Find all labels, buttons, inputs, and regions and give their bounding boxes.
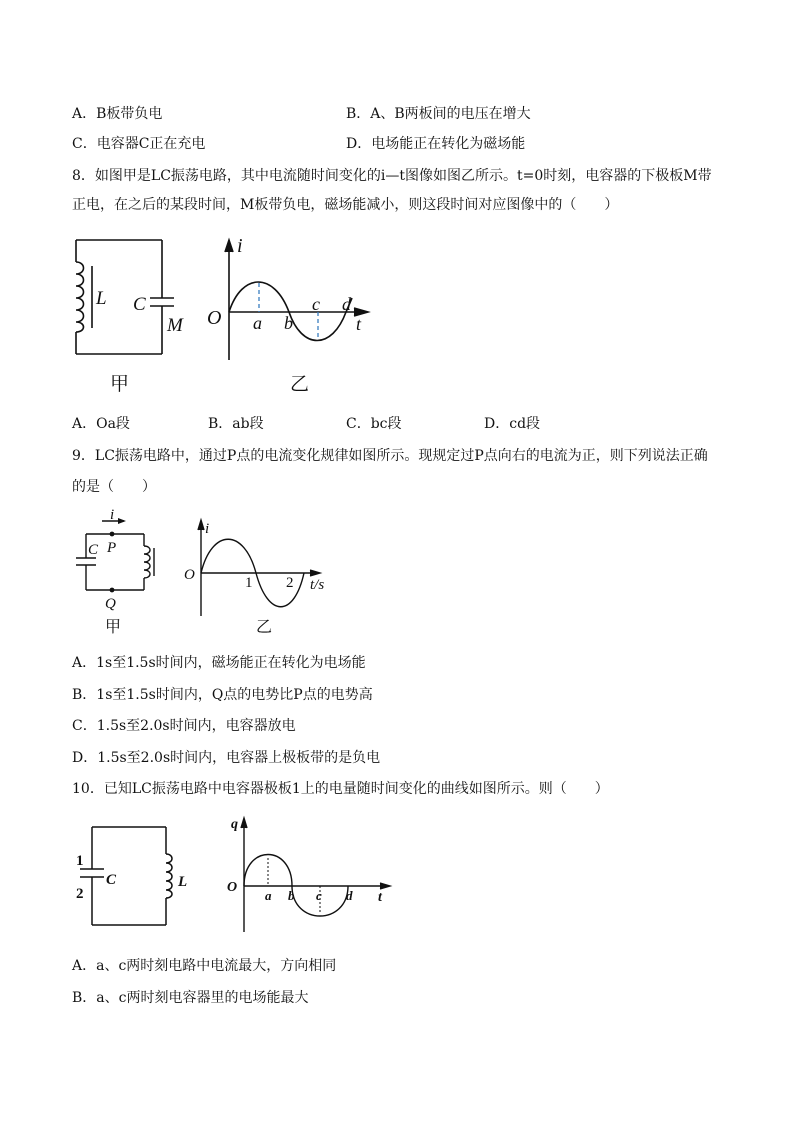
q8-option-b: B．ab段 (208, 416, 264, 432)
q8-stem-line2: 正电，在之后的某段时间，M板带负电，磁场能减小，则这段时间对应图像中的（ ） (72, 197, 619, 213)
q10-stem: 10．已知LC振荡电路中电容器极板1上的电量随时间变化的曲线如图所示。则（ ） (72, 781, 609, 797)
q10-option-a: A．a、c两时刻电路中电流最大，方向相同 (72, 958, 337, 974)
q9-option-b: B．1s至1.5s时间内，Q点的电势比P点的电势高 (72, 687, 373, 703)
q7-option-d: D．电场能正在转化为磁场能 (346, 136, 526, 152)
q9-graph-xaxis: t/s (310, 577, 325, 593)
q8-label-C: C (133, 294, 146, 315)
q8-stem-line1: 8．如图甲是LC振荡电路，其中电流随时间变化的i—t图像如图乙所示。t=0时刻，电容器的下极板M带 (72, 168, 712, 184)
q9-label-P: P (107, 540, 117, 556)
q9-option-c: C．1.5s至2.0s时间内，电容器放电 (72, 718, 296, 734)
q9-label-i: i (110, 507, 115, 523)
q8-label-L: L (96, 288, 107, 309)
q10-graph-a: a (265, 888, 272, 903)
q8-graph-d: d (342, 294, 351, 314)
q8-graph-xaxis: t (356, 314, 362, 334)
q10-graph-xaxis: t (378, 890, 382, 905)
q8-circuit-figure (70, 232, 190, 402)
q10-graph-b: b (288, 888, 295, 903)
q9-graph-tick2: 2 (286, 575, 294, 591)
q9-option-d: D．1.5s至2.0s时间内，电容器上极板带的是负电 (72, 750, 381, 766)
q10-option-b: B．a、c两时刻电容器里的电场能最大 (72, 990, 309, 1006)
q8-graph-yaxis: i (237, 235, 243, 257)
q8-graph-a: a (253, 313, 262, 333)
q9-option-a: A．1s至1.5s时间内，磁场能正在转化为电场能 (72, 655, 366, 671)
q10-plate-1: 1 (76, 853, 84, 869)
q9-circuit-figure (72, 508, 172, 640)
q8-option-a: A．Oa段 (72, 416, 130, 432)
q10-graph-c: c (316, 888, 322, 903)
q10-qt-graph (222, 814, 402, 938)
q10-graph-yaxis: q (231, 817, 238, 832)
q9-fig1-caption: 甲 (105, 619, 122, 636)
q8-option-c: C．bc段 (346, 416, 402, 432)
q9-stem-line2: 的是（ ） (72, 479, 156, 495)
q10-circuit-figure (72, 822, 202, 932)
q8-fig1-caption: 甲 (110, 374, 130, 395)
q8-graph-c: c (312, 294, 320, 314)
q9-label-Q: Q (105, 596, 116, 612)
q7-option-c: C．电容器C正在充电 (72, 136, 206, 152)
q10-label-L: L (178, 874, 188, 890)
q7-option-a: A．B板带负电 (72, 106, 163, 122)
q8-fig2-caption: 乙 (290, 374, 310, 395)
q10-plate-2: 2 (76, 886, 84, 902)
q8-graph-origin: O (207, 307, 222, 329)
q9-it-graph (180, 516, 340, 642)
q7-option-b: B．A、B两板间的电压在增大 (346, 106, 531, 122)
q10-graph-origin: O (227, 880, 238, 895)
q9-graph-origin: O (184, 567, 195, 583)
q8-option-d: D．cd段 (484, 416, 541, 432)
q9-graph-yaxis: i (205, 521, 210, 537)
q10-graph-d: d (346, 888, 353, 903)
q8-it-graph (202, 232, 382, 402)
q9-label-C: C (88, 542, 99, 558)
q8-label-M: M (167, 315, 183, 336)
q9-stem-line1: 9．LC振荡电路中，通过P点的电流变化规律如图所示。现规定过P点向右的电流为正，则下列说法正确 (72, 448, 708, 464)
q9-graph-tick1: 1 (245, 575, 253, 591)
q10-label-C: C (106, 872, 117, 888)
q9-fig2-caption: 乙 (256, 619, 273, 636)
q8-graph-b: b (284, 313, 293, 333)
